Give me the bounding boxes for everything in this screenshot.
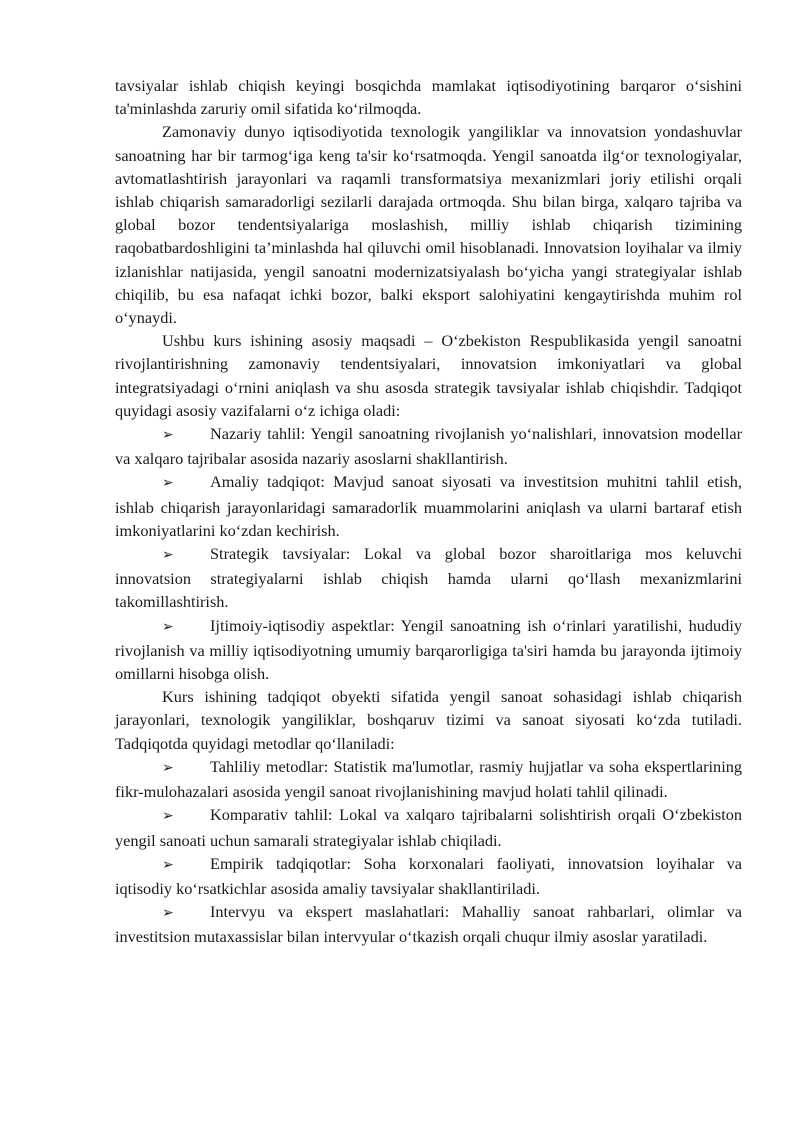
list-item: ➢ Amaliy tadqiqot: Mavjud sanoat siyosati va investitsion muhitni tahlil etish, ishlab chiqarish jarayonlaridagi samaradorlik muammolarini aniqlash va ularni bartaraf etish imkoniyatlarini ko‘zdan kechirish. bbox=[115, 472, 742, 540]
paragraph-continuation: tavsiyalar ishlab chiqish keyingi bosqichda mamlakat iqtisodiyotining barqaror o‘sishini ta'minlashda zaruriy omil sifatida ko‘rilmoqda. bbox=[115, 76, 742, 119]
paragraph-object: Kurs ishining tadqiqot obyekti sifatida yengil sanoat sohasidagi ishlab chiqarish jarayonlari, texnologik yangiliklar, boshqaruv tizimi va sanoat siyosati ko‘zda tutiladi. Tadqiqotda quyidagi metodlar qo‘llaniladi: bbox=[115, 687, 742, 753]
list-item: ➢ Tahliliy metodlar: Statistik ma'lumotlar, rasmiy hujjatlar va soha ekspertlarining fikr-mulohazalari asosida yengil sanoat rivojlanishining mavjud holati tahlil qilinadi. bbox=[115, 756, 742, 802]
arrow-bullet-icon: ➢ bbox=[162, 618, 174, 635]
arrow-bullet-icon: ➢ bbox=[162, 759, 174, 776]
arrow-bullet-icon: ➢ bbox=[162, 547, 174, 564]
list-item: ➢ Ijtimoiy-iqtisodiy aspektlar: Yengil sanoatning ish o‘rinlari yaratilishi, hududiy rivojlanish va milliy iqtisodiyotning umumiy barqarorligiga ta'siri hamda bu jarayonda ijtimoiy omillarni hisobga olish. bbox=[115, 615, 742, 684]
arrow-bullet-icon: ➢ bbox=[162, 475, 174, 492]
list-item: ➢ Nazariy tahlil: Yengil sanoatning rivojlanish yo‘nalishlari, innovatsion modellar va xalqaro tajribalar asosida nazariy asoslarni shakllantirish. bbox=[115, 424, 742, 469]
list-item: ➢ Intervyu va ekspert maslahatlari: Mahalliy sanoat rahbarlari, olimlar va investitsion mutaxassislar bilan intervyular o‘tkazish orqali chuqur ilmiy asoslar yaratiladi. bbox=[115, 902, 742, 947]
arrow-bullet-icon: ➢ bbox=[162, 808, 174, 825]
list-item: ➢ Empirik tadqiqotlar: Soha korxonalari faoliyati, innovatsion loyihalar va iqtisodiy ko‘rsatkichlar asosida amaliy tavsiyalar shakllantiriladi. bbox=[115, 853, 742, 898]
list-item: ➢ Strategik tavsiyalar: Lokal va global bozor sharoitlariga mos keluvchi innovatsion strategiyalarni ishlab chiqish hamda ularni qo‘llash mexanizmlarini takomillashtirish. bbox=[115, 544, 742, 612]
arrow-bullet-icon: ➢ bbox=[162, 427, 174, 444]
paragraph-goal: Ushbu kurs ishining asosiy maqsadi – O‘zbekiston Respublikasida yengil sanoatni rivojlantirishning zamonaviy tendentsiyalari, innovatsion imkoniyatlari va global integratsiyadagi o‘rnini aniqlash va shu asosda strategik tavsiyalar ishlab chiqishdir. Tadqiqot quyidagi asosiy vazifalarni o‘z ichiga oladi: bbox=[115, 331, 742, 420]
arrow-bullet-icon: ➢ bbox=[162, 856, 174, 873]
paragraph-innovation: Zamonaviy dunyo iqtisodiyotida texnologik yangiliklar va innovatsion yondashuvlar sanoatning har bir tarmog‘iga keng ta'sir ko‘rsatmoqda. Yengil sanoatda ilg‘or texnologiyalar, avtomatlashtirish jarayonlari va raqamli transformatsiya mexanizmlari joriy etilishi orqali ishlab chiqarish samaradorligi sezilarli darajada ortmoqda. Shu bilan birga, xalqaro tajriba va global bozor tendentsiyalariga moslashish, milliy ishlab chiqarish tizimining raqobatbardoshligini ta’minlashda hal qiluvchi omil hisoblanadi. Innovatsion loyihalar va ilmiy izlanishlar natijasida, yengil sanoatni modernizatsiyalash bo‘yicha yangi strategiyalar ishlab chiqilib, bu esa nafaqat ichki bozor, balki eksport salohiyatini kengaytirishda muhim rol o‘ynaydi. bbox=[115, 122, 742, 328]
methods-list bbox=[115, 755, 742, 949]
tasks-list bbox=[115, 422, 742, 685]
arrow-bullet-icon: ➢ bbox=[162, 905, 174, 922]
list-item: ➢ Komparativ tahlil: Lokal va xalqaro tajribalarni solishtirish orqali O‘zbekiston yengil sanoati uchun samarali strategiyalar ishlab chiqiladi. bbox=[115, 805, 742, 850]
